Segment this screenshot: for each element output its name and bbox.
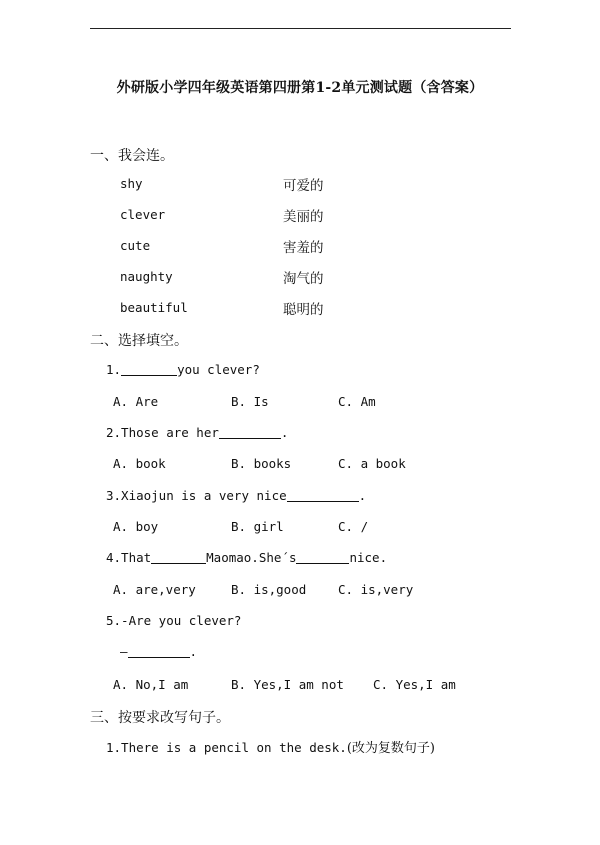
match-meaning-4: 淘气的 [283,271,324,287]
page-title: 外研版小学四年级英语第四册第1-2单元测试题（含答案） [116,80,484,96]
question-3-blank[interactable] [287,489,359,502]
question-4-text-1: 4.That [106,550,152,565]
match-meaning-3: 害羞的 [283,240,324,256]
match-meaning-1: 可爱的 [283,178,324,194]
question-4-option-c: C. is,very [338,582,414,597]
question-2-option-a: A. book [113,456,166,471]
section2-heading: 二、选择填空。 [90,333,188,349]
question-1-number: 1. [106,362,122,377]
match-meaning-5: 聪明的 [283,302,324,318]
question-2-blank[interactable] [219,426,281,439]
match-meaning-2: 美丽的 [283,209,324,225]
question-4-option-a: A. are,very [113,582,196,597]
section3-heading: 三、按要求改写句子。 [90,710,230,726]
question-1-option-b: B. Is [231,394,269,409]
question-1-blank[interactable] [121,363,177,376]
question-1-option-a: A. Are [113,394,159,409]
question-4-option-b: B. is,good [231,582,307,597]
question-3-text: 3.Xiaojun is a very nice [106,488,287,503]
match-word-5: beautiful [120,300,188,315]
question-5-option-c: C. Yes,I am [373,677,456,692]
question-4 [106,550,387,565]
match-word-3: cute [120,238,151,253]
question-5-option-b: B. Yes,I am not [231,677,344,692]
question-1-text: you clever? [177,362,260,377]
question-5-dash: – [120,644,128,659]
question-2-option-c: C. a book [338,456,406,471]
question-3-end: . [358,488,367,503]
question-2-text: 2.Those are her [106,425,219,440]
question-5-blank[interactable] [128,645,190,658]
rewrite-question-1-text: 1.There is a pencil on the desk. [106,740,347,755]
question-2 [106,425,288,440]
match-word-4: naughty [120,269,173,284]
question-3-option-b: B. girl [231,519,284,534]
question-1 [106,362,260,377]
question-4-text-3: nice. [349,550,388,565]
question-1-option-c: C. Am [338,394,376,409]
question-3 [106,488,366,503]
match-word-2: clever [120,207,166,222]
question-4-blank-1[interactable] [151,551,206,564]
question-2-end: . [280,425,289,440]
header-rule [90,28,511,29]
question-3-option-a: A. boy [113,519,159,534]
question-3-option-c: C. / [338,519,369,534]
question-2-option-b: B. books [231,456,292,471]
question-5-option-a: A. No,I am [113,677,189,692]
match-word-1: shy [120,176,143,191]
question-5-answer-line [120,644,197,659]
question-4-text-2: Maomao.She´s [206,550,297,565]
rewrite-question-1-hint: (改为复数句子) [346,741,435,756]
section1-heading: 一、我会连。 [90,148,174,164]
question-5-end: . [189,644,198,659]
question-4-blank-2[interactable] [296,551,349,564]
rewrite-question-1 [106,737,435,756]
question-5: 5.-Are you clever? [106,613,242,628]
